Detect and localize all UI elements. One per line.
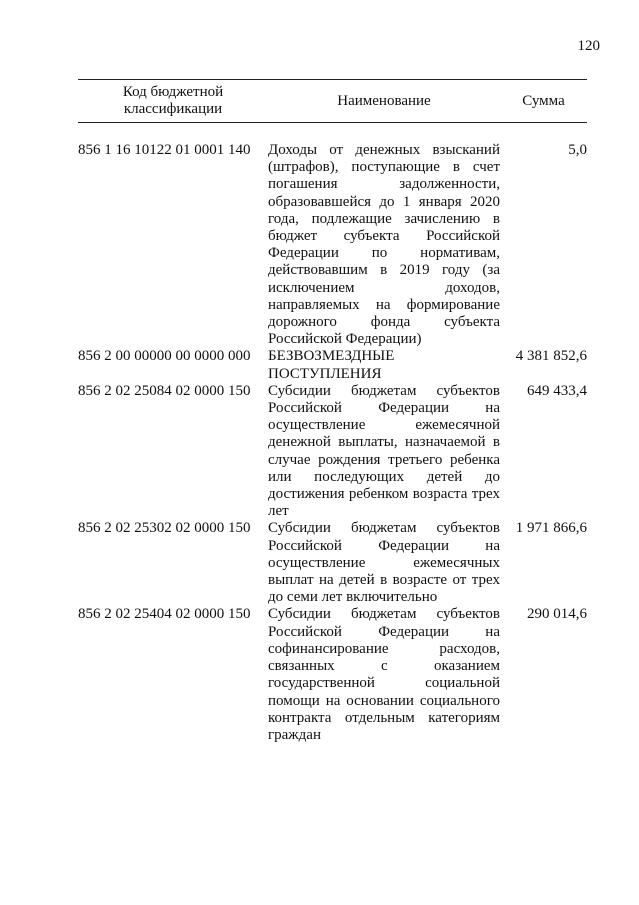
table-row [78, 520, 587, 606]
table-row [78, 348, 587, 382]
table-header [78, 79, 587, 123]
table-row [78, 383, 587, 521]
header-sum: Сумма [522, 92, 565, 109]
row-code: 856 2 02 25084 02 0000 150 [78, 382, 251, 399]
table-row [78, 606, 587, 744]
row-code: 856 1 16 10122 01 0001 140 [78, 142, 251, 158]
budget-table [78, 79, 587, 744]
row-name: Субсидии бюджетам субъектов Российской Федерации на осуществление ежемесячной денежной выплаты, назначаемой в случае рождения третьего ребенка или последующих детей до достижения ребенком возраста трех лет [268, 382, 500, 520]
header-code: Код бюджетной классификации [122, 84, 224, 117]
header-name: Наименование [337, 92, 431, 109]
row-sum: 1 971 866,6 [515, 520, 587, 537]
table-row [78, 142, 587, 348]
row-code: 856 2 00 00000 00 0000 000 [78, 348, 251, 365]
row-name: Субсидии бюджетам субъектов Российской Федерации на софинансирование расходов, связанных с оказанием государственной социальной помощи на основании социального контракта отдельным категориям граждан [268, 606, 500, 743]
row-sum: 290 014,6 [527, 606, 587, 623]
row-sum: 649 433,4 [527, 382, 587, 399]
row-name: Субсидии бюджетам субъектов Российской Федерации на осуществление ежемесячных выплат на детей в возрасте от трех до семи лет включительно [268, 520, 500, 606]
row-sum: 4 381 852,6 [515, 348, 587, 365]
row-code: 856 2 02 25302 02 0000 150 [78, 520, 251, 537]
table-body [78, 142, 587, 744]
page-number: 120 [577, 38, 600, 54]
row-sum: 5,0 [568, 142, 587, 158]
row-code: 856 2 02 25404 02 0000 150 [78, 606, 251, 623]
row-name: Доходы от денежных взысканий (штрафов), поступающие в счет погашения задолженности, образовавшейся до 1 января 2020 года, подлежащие зачислению в бюджет субъекта Российской Федерации по нормативам, действовавшим в 2019 году (за исключением доходов, направляемых на формирование дорожного фонда субъекта Российской Федерации) [268, 142, 500, 348]
row-name: БЕЗВОЗМЕЗДНЫЕ ПОСТУПЛЕНИЯ [268, 348, 395, 382]
